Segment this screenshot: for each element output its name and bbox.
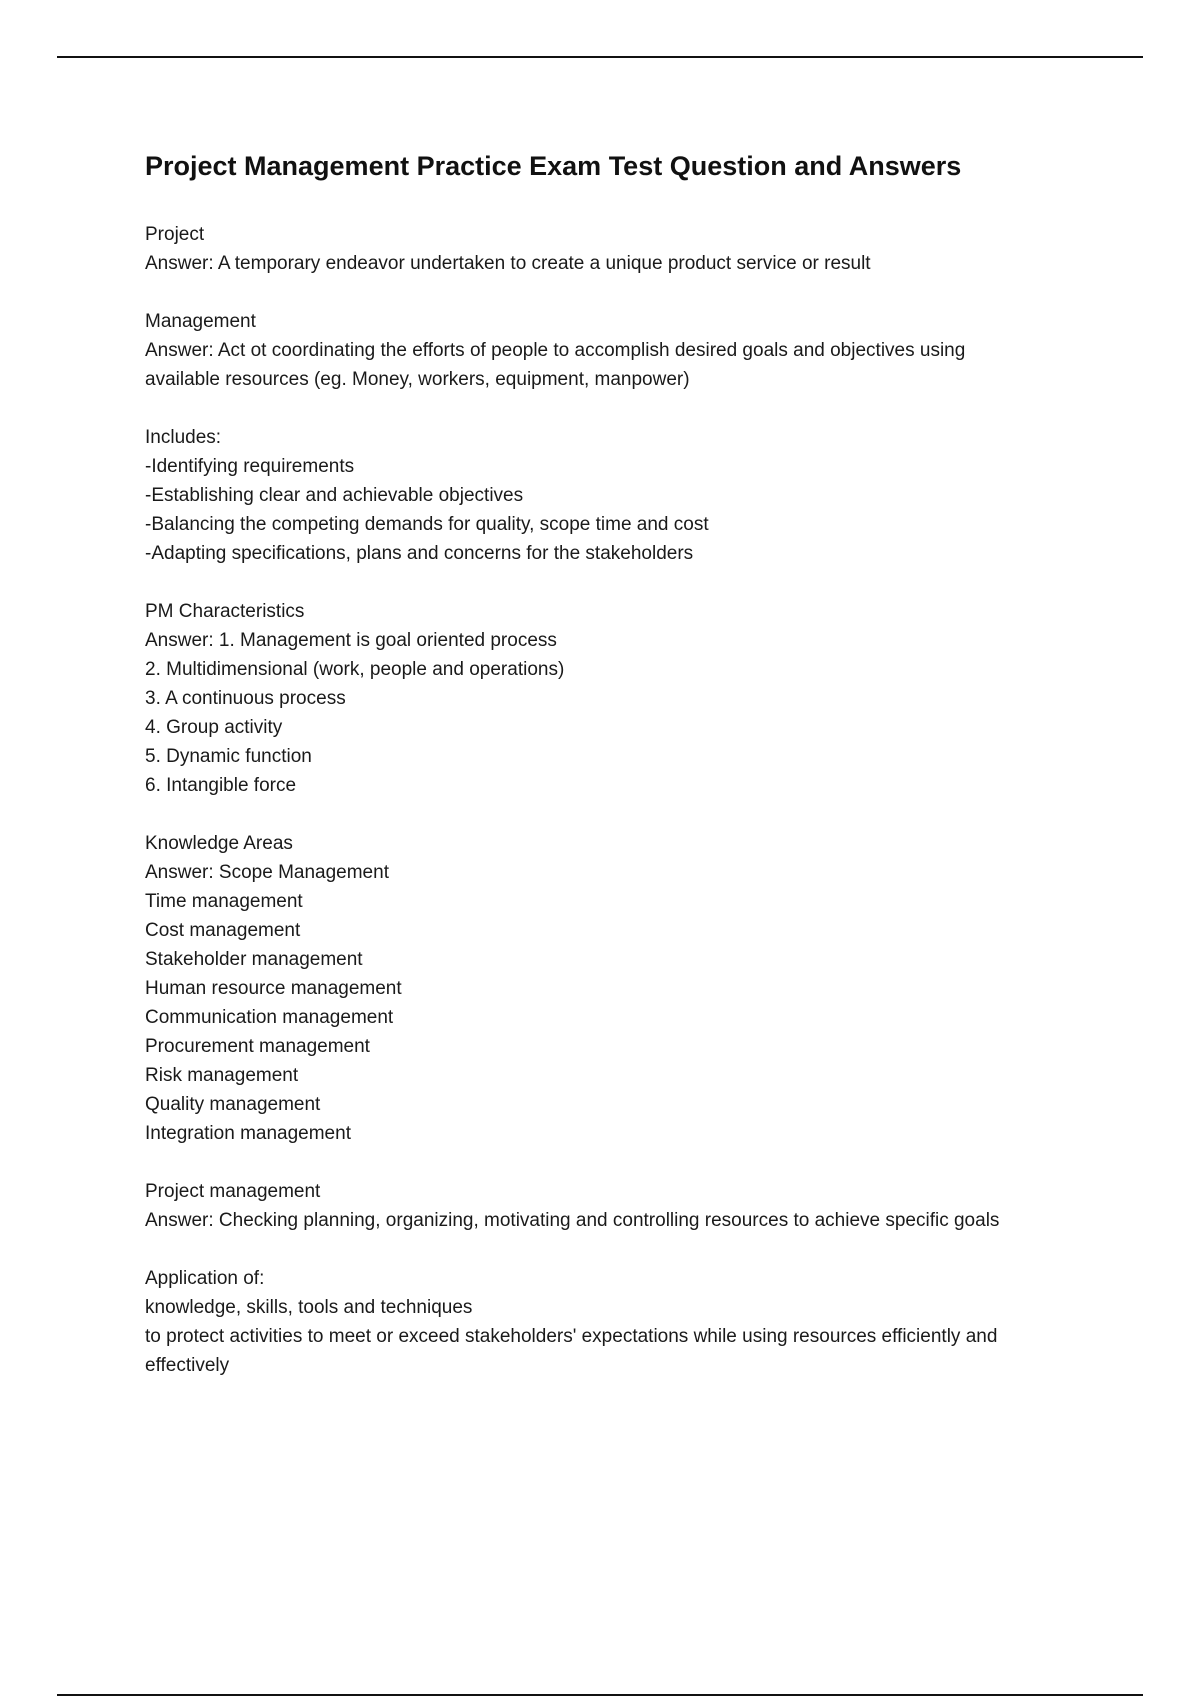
list-item: -Adapting specifications, plans and concerns for the stakeholders bbox=[145, 543, 694, 564]
qa-section-application bbox=[145, 1264, 1085, 1380]
qa-section-project-management bbox=[145, 1177, 1085, 1235]
question-line: PM Characteristics bbox=[145, 601, 305, 622]
document-title: Project Management Practice Exam Test Question and Answers bbox=[145, 151, 962, 181]
answer-line: knowledge, skills, tools and techniques bbox=[145, 1297, 473, 1318]
qa-section-management bbox=[145, 307, 1085, 394]
answer-line: Answer: Checking planning, organizing, motivating and controlling resources to achieve specific goals bbox=[145, 1210, 1000, 1231]
list-item: Risk management bbox=[145, 1065, 299, 1086]
answer-line: Answer: A temporary endeavor undertaken to create a unique product service or result bbox=[145, 253, 871, 274]
answer-line: Answer: Scope Management bbox=[145, 862, 389, 883]
header-rule bbox=[57, 56, 1143, 58]
qa-section-project bbox=[145, 220, 1085, 278]
question-line: Project management bbox=[145, 1181, 321, 1202]
question-line: Knowledge Areas bbox=[145, 833, 293, 854]
question-line: Management bbox=[145, 311, 256, 332]
list-item: Cost management bbox=[145, 920, 301, 941]
list-item: Procurement management bbox=[145, 1036, 370, 1057]
list-item: Time management bbox=[145, 891, 303, 912]
footer-rule bbox=[57, 1694, 1143, 1696]
answer-line: effectively bbox=[145, 1355, 230, 1376]
qa-section-pm-characteristics bbox=[145, 597, 1085, 800]
document-body bbox=[145, 146, 1085, 1409]
list-item: -Identifying requirements bbox=[145, 456, 355, 477]
list-item: 3. A continuous process bbox=[145, 688, 346, 709]
list-item: Quality management bbox=[145, 1094, 321, 1115]
question-line: Application of: bbox=[145, 1268, 265, 1289]
list-item: Stakeholder management bbox=[145, 949, 363, 970]
answer-line: Answer: 1. Management is goal oriented process bbox=[145, 630, 557, 651]
qa-section-knowledge-areas bbox=[145, 829, 1085, 1148]
list-item: 5. Dynamic function bbox=[145, 746, 312, 767]
list-item: Integration management bbox=[145, 1123, 351, 1144]
answer-line: to protect activities to meet or exceed stakeholders' expectations while using resources efficiently and bbox=[145, 1326, 998, 1347]
list-item: -Balancing the competing demands for quality, scope time and cost bbox=[145, 514, 709, 535]
qa-section-includes bbox=[145, 423, 1085, 568]
list-item: 6. Intangible force bbox=[145, 775, 297, 796]
list-item: Communication management bbox=[145, 1007, 394, 1028]
list-item: 2. Multidimensional (work, people and operations) bbox=[145, 659, 565, 680]
answer-line: available resources (eg. Money, workers, equipment, manpower) bbox=[145, 369, 690, 390]
list-item: 4. Group activity bbox=[145, 717, 283, 738]
list-item: -Establishing clear and achievable objectives bbox=[145, 485, 524, 506]
question-line: Project bbox=[145, 224, 205, 245]
question-line: Includes: bbox=[145, 427, 222, 448]
answer-line: Answer: Act ot coordinating the efforts of people to accomplish desired goals and objectives using bbox=[145, 340, 966, 361]
list-item: Human resource management bbox=[145, 978, 402, 999]
